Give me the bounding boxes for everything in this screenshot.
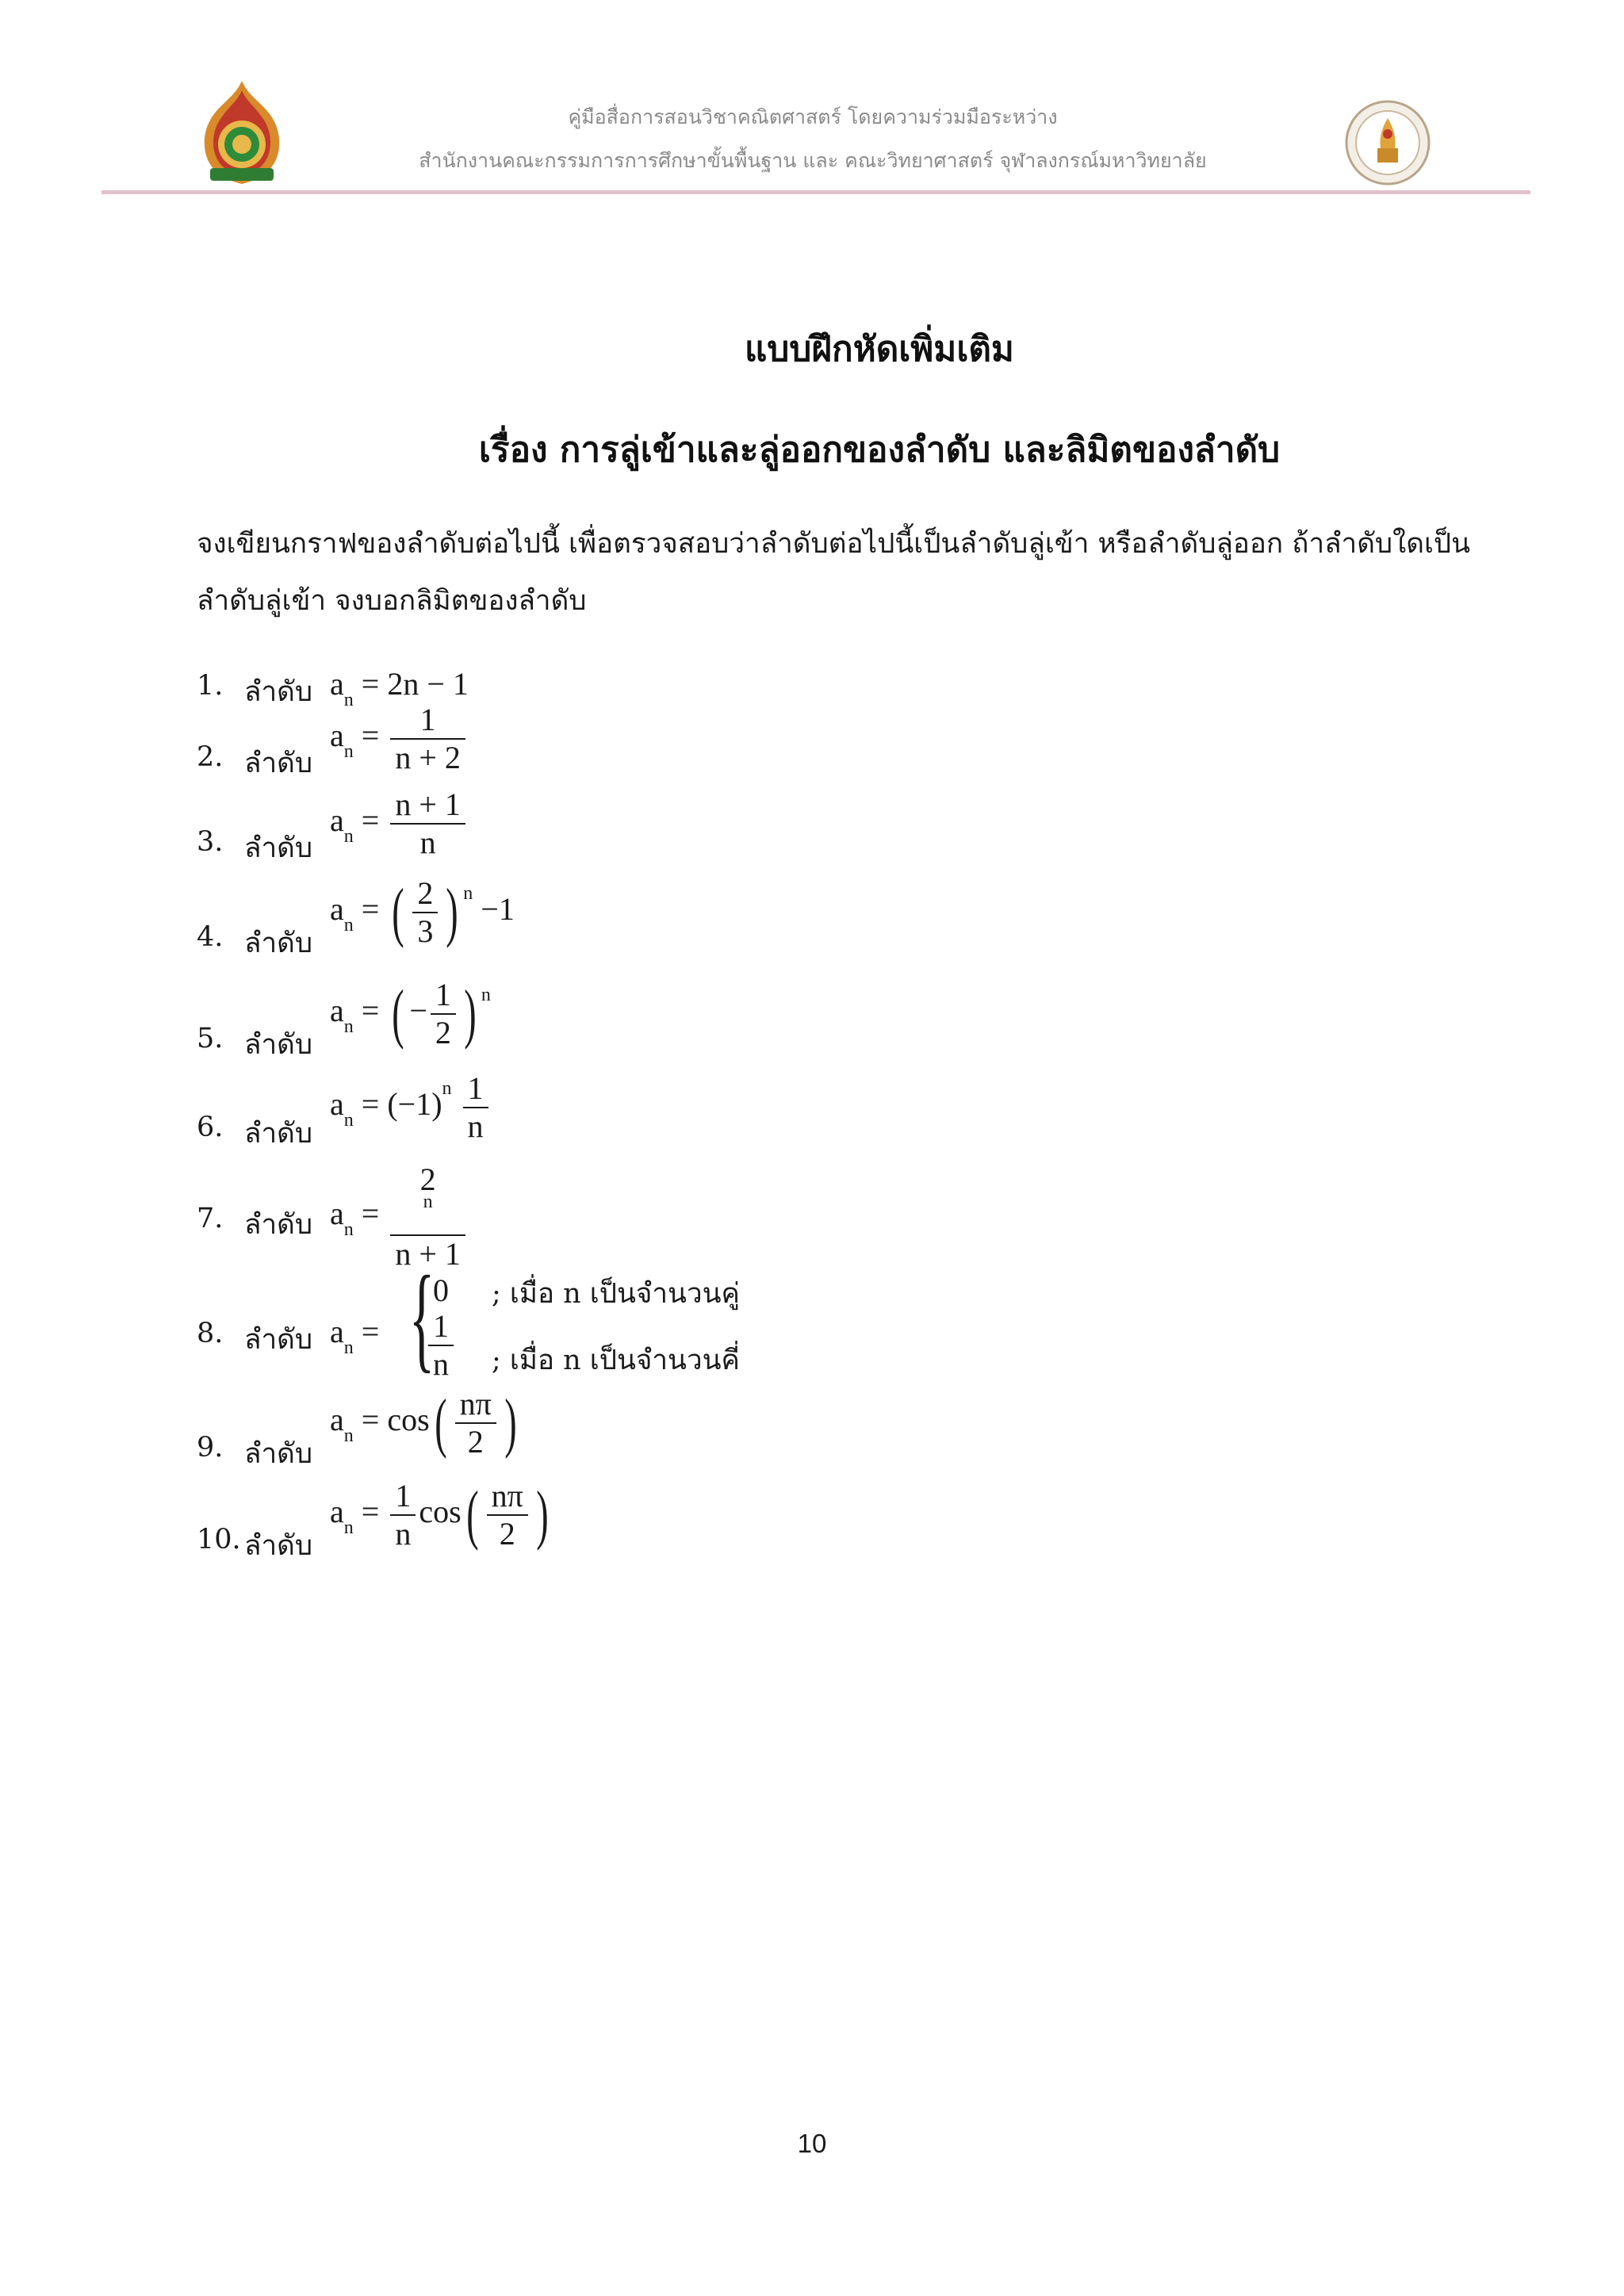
sequence-label: ลำดับ [244,1530,313,1562]
formula: $a_n$ = 2 n n + 1 [330,1161,469,1272]
exercise-number: 9. [197,1432,224,1464]
exercise-number: 10. [197,1524,241,1556]
header-divider [102,190,1530,194]
case-odd-value: $\frac{1}{n}$ [425,1308,457,1383]
sequence-label: ลำดับ [244,1029,313,1061]
sequence-label: ลำดับ [244,1118,313,1150]
case-odd-condition: ; เมื่อ n เป็นจำนวนคี่ [492,1345,740,1376]
sequence-label: ลำดับ [244,676,313,708]
sequence-label: ลำดับ [244,928,313,959]
page-subtitle: เรื่อง การลู่เข้าและลู่ออกของลำดับ และลิมิตของลำดับ [478,430,1281,470]
chula-science-seal-icon [1344,99,1431,186]
exercise-number: 7. [197,1203,224,1234]
formula: $a_n = \cos$( $\frac{n\pi}{2}$ ) [330,1386,517,1460]
case-even-value: 0 [433,1272,449,1308]
formula: $a_n = 2n - 1$ [330,666,469,710]
page-title: แบบฝึกหัดเพิ่มเติม [745,329,1014,369]
formula: $a_n = (-1)^n$ $\frac{1}{n}$ [330,1070,492,1145]
case-even-condition: ; เมื่อ n เป็นจำนวนคู่ [492,1278,740,1310]
exercise-number: 1. [197,670,224,702]
sequence-label: ลำดับ [244,1209,313,1241]
sequence-label: ลำดับ [244,832,313,864]
formula: $a_n$ = $\frac{1}{n}$ cos( $\frac{n\pi}{2}$ ) [330,1478,549,1552]
exercise-number: 2. [197,741,224,773]
exercise-number: 3. [197,826,224,858]
formula: $a_n$ = $\frac{1}{n + 2}$ [330,702,469,776]
instruction-text: จงเขียนกราฟของลำดับต่อไปนี้ เพื่อตรวจสอบว่าลำดับต่อไปนี้เป็นลำดับลู่เข้า หรือลำดับลู่ออก ถ้าลำดับใดเป็นลำดับลู่เข้า จงบอกลิมิตของลำดับ [197,528,1471,617]
page-header [0,0,1624,198]
page-number: 10 [797,2129,827,2158]
header-line-1: คู่มือสื่อการสอนวิชาคณิตศาสตร์ โดยความร่วมมือระหว่าง [568,105,1058,128]
formula: $a_n$ = [330,1314,380,1358]
exercise-number: 8. [197,1318,224,1349]
formula: $a_n$ = ( $\frac{2}{3}$ ) $^n$ −1 [330,875,515,949]
header-line-2: สำนักงานคณะกรรมการการศึกษาขั้นพื้นฐาน และ คณะวิทยาศาสตร์ จุฬาลงกรณ์มหาวิทยาลัย [419,149,1207,172]
brace: { [408,1252,435,1383]
exercise-number: 4. [197,921,224,953]
exercise-number: 5. [197,1023,224,1054]
sequence-label: ลำดับ [244,748,313,779]
obec-emblem-icon [194,79,289,186]
formula: $a_n$ = ( − $\frac{1}{2}$ ) $^n$ [330,977,491,1050]
sequence-label: ลำดับ [244,1438,313,1470]
sequence-label: ลำดับ [244,1324,313,1356]
exercise-number: 6. [197,1112,224,1143]
formula: $a_n$ = $\frac{n + 1}{n}$ [330,786,469,861]
